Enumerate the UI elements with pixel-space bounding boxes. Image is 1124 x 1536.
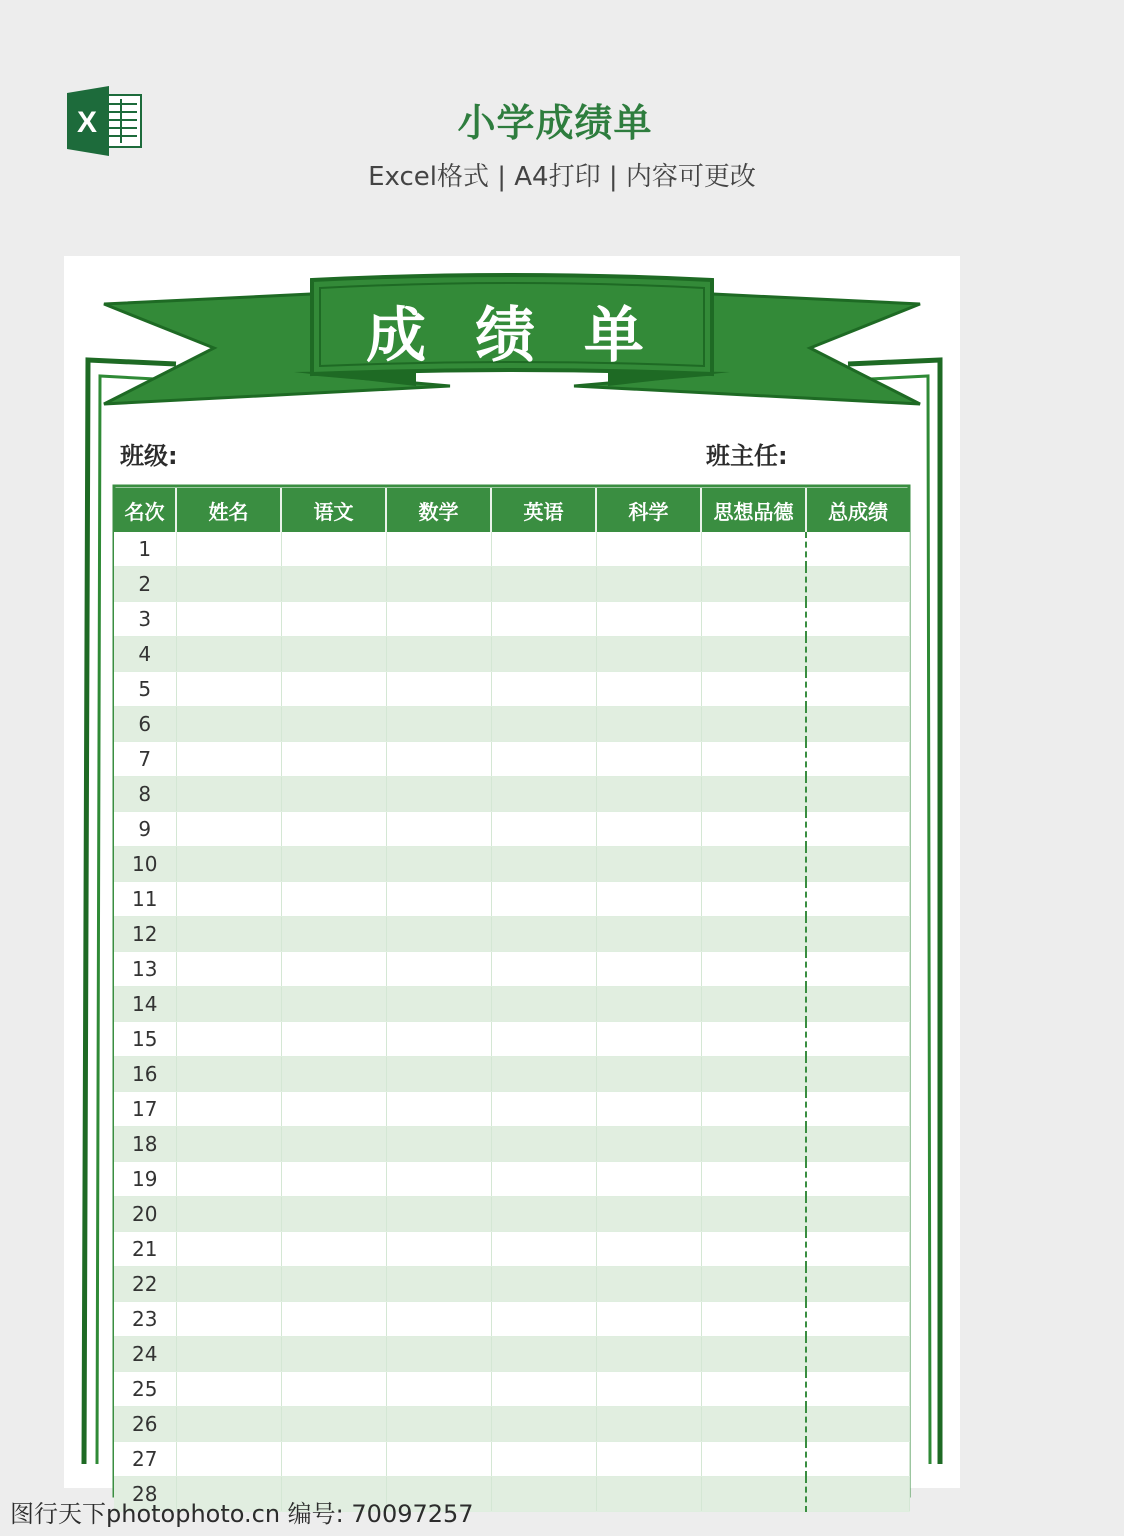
english-cell[interactable] [491, 1127, 596, 1162]
morality-cell[interactable] [701, 637, 806, 672]
science-cell[interactable] [596, 1477, 701, 1512]
name-cell[interactable] [176, 1232, 281, 1267]
total-cell[interactable] [806, 1162, 909, 1197]
math-cell[interactable] [386, 1092, 491, 1127]
english-cell[interactable] [491, 1162, 596, 1197]
english-cell[interactable] [491, 812, 596, 847]
total-cell[interactable] [806, 742, 909, 777]
morality-cell[interactable] [701, 847, 806, 882]
rank-cell: 6 [114, 707, 176, 742]
math-cell[interactable] [386, 1197, 491, 1232]
total-cell[interactable] [806, 602, 909, 637]
total-cell[interactable] [806, 847, 909, 882]
morality-cell[interactable] [701, 987, 806, 1022]
science-cell[interactable] [596, 672, 701, 707]
chinese-cell[interactable] [281, 987, 386, 1022]
name-cell[interactable] [176, 917, 281, 952]
name-cell[interactable] [176, 1372, 281, 1407]
rank-cell: 15 [114, 1022, 176, 1057]
english-cell[interactable] [491, 707, 596, 742]
name-cell[interactable] [176, 1022, 281, 1057]
watermark: 图行天下photophoto.cn 编号: 70097257 [10, 1500, 474, 1528]
col-header-science: 科学 [596, 488, 701, 532]
science-cell[interactable] [596, 1162, 701, 1197]
math-cell[interactable] [386, 1372, 491, 1407]
table-row [114, 1442, 909, 1477]
english-cell[interactable] [491, 567, 596, 602]
chinese-cell[interactable] [281, 707, 386, 742]
english-cell[interactable] [491, 952, 596, 987]
rank-cell: 17 [114, 1092, 176, 1127]
table-header-row [114, 488, 909, 532]
name-cell[interactable] [176, 952, 281, 987]
name-cell[interactable] [176, 847, 281, 882]
rank-cell: 27 [114, 1442, 176, 1477]
name-cell[interactable] [176, 882, 281, 917]
rank-cell: 1 [114, 532, 176, 567]
math-cell[interactable] [386, 882, 491, 917]
name-cell[interactable] [176, 1407, 281, 1442]
math-cell[interactable] [386, 1127, 491, 1162]
math-cell[interactable] [386, 987, 491, 1022]
table-row [114, 1267, 909, 1302]
name-cell[interactable] [176, 777, 281, 812]
english-cell[interactable] [491, 1302, 596, 1337]
total-cell[interactable] [806, 1057, 909, 1092]
rank-cell: 18 [114, 1127, 176, 1162]
math-cell[interactable] [386, 672, 491, 707]
chinese-cell[interactable] [281, 672, 386, 707]
rank-cell: 19 [114, 1162, 176, 1197]
chinese-cell[interactable] [281, 532, 386, 567]
morality-cell[interactable] [701, 1372, 806, 1407]
math-cell[interactable] [386, 1232, 491, 1267]
name-cell[interactable] [176, 1092, 281, 1127]
morality-cell[interactable] [701, 1197, 806, 1232]
name-cell[interactable] [176, 1302, 281, 1337]
english-cell[interactable] [491, 777, 596, 812]
table-row [114, 1092, 909, 1127]
morality-cell[interactable] [701, 1127, 806, 1162]
rank-cell: 14 [114, 987, 176, 1022]
science-cell[interactable] [596, 987, 701, 1022]
morality-cell[interactable] [701, 1337, 806, 1372]
total-cell[interactable] [806, 672, 909, 707]
col-header-chinese: 语文 [281, 488, 386, 532]
english-cell[interactable] [491, 847, 596, 882]
col-header-math: 数学 [386, 488, 491, 532]
total-cell[interactable] [806, 952, 909, 987]
table-row [114, 637, 909, 672]
name-cell[interactable] [176, 1442, 281, 1477]
table-row [114, 1022, 909, 1057]
morality-cell[interactable] [701, 707, 806, 742]
math-cell[interactable] [386, 1337, 491, 1372]
table-row [114, 1197, 909, 1232]
math-cell[interactable] [386, 742, 491, 777]
math-cell[interactable] [386, 1267, 491, 1302]
rank-cell: 11 [114, 882, 176, 917]
science-cell[interactable] [596, 1057, 701, 1092]
chinese-cell[interactable] [281, 637, 386, 672]
science-cell[interactable] [596, 777, 701, 812]
table-row [114, 812, 909, 847]
teacher-label: 班主任: [706, 442, 788, 470]
chinese-cell[interactable] [281, 1267, 386, 1302]
name-cell[interactable] [176, 742, 281, 777]
science-cell[interactable] [596, 1442, 701, 1477]
chinese-cell[interactable] [281, 847, 386, 882]
math-cell[interactable] [386, 1022, 491, 1057]
morality-cell[interactable] [701, 777, 806, 812]
table-row [114, 1162, 909, 1197]
english-cell[interactable] [491, 1477, 596, 1512]
name-cell[interactable] [176, 1337, 281, 1372]
rank-cell: 26 [114, 1407, 176, 1442]
morality-cell[interactable] [701, 1162, 806, 1197]
english-cell[interactable] [491, 1372, 596, 1407]
name-cell[interactable] [176, 1162, 281, 1197]
rank-cell: 21 [114, 1232, 176, 1267]
name-cell[interactable] [176, 532, 281, 567]
name-cell[interactable] [176, 707, 281, 742]
name-cell[interactable] [176, 672, 281, 707]
math-cell[interactable] [386, 812, 491, 847]
rank-cell: 7 [114, 742, 176, 777]
math-cell[interactable] [386, 1057, 491, 1092]
rank-cell: 16 [114, 1057, 176, 1092]
science-cell[interactable] [596, 567, 701, 602]
name-cell[interactable] [176, 987, 281, 1022]
english-cell[interactable] [491, 1267, 596, 1302]
science-cell[interactable] [596, 1337, 701, 1372]
table-row [114, 602, 909, 637]
name-cell[interactable] [176, 1197, 281, 1232]
chinese-cell[interactable] [281, 1372, 386, 1407]
table-row [114, 1337, 909, 1372]
chinese-cell[interactable] [281, 602, 386, 637]
math-cell[interactable] [386, 707, 491, 742]
total-cell[interactable] [806, 1022, 909, 1057]
science-cell[interactable] [596, 952, 701, 987]
morality-cell[interactable] [701, 1232, 806, 1267]
rank-cell: 13 [114, 952, 176, 987]
total-cell[interactable] [806, 1407, 909, 1442]
morality-cell[interactable] [701, 567, 806, 602]
chinese-cell[interactable] [281, 882, 386, 917]
chinese-cell[interactable] [281, 1092, 386, 1127]
col-header-name: 姓名 [176, 488, 281, 532]
english-cell[interactable] [491, 1057, 596, 1092]
total-cell[interactable] [806, 812, 909, 847]
science-cell[interactable] [596, 1267, 701, 1302]
morality-cell[interactable] [701, 882, 806, 917]
table-row [114, 952, 909, 987]
col-header-total: 总成绩 [806, 488, 909, 532]
total-cell[interactable] [806, 532, 909, 567]
science-cell[interactable] [596, 602, 701, 637]
name-cell[interactable] [176, 1267, 281, 1302]
english-cell[interactable] [491, 1407, 596, 1442]
total-cell[interactable] [806, 637, 909, 672]
chinese-cell[interactable] [281, 742, 386, 777]
page-subtitle: Excel格式 | A4打印 | 内容可更改 [368, 162, 756, 192]
total-cell[interactable] [806, 1267, 909, 1302]
morality-cell[interactable] [701, 1092, 806, 1127]
science-cell[interactable] [596, 1302, 701, 1337]
table-row [114, 567, 909, 602]
english-cell[interactable] [491, 672, 596, 707]
table-row [114, 742, 909, 777]
math-cell[interactable] [386, 777, 491, 812]
science-cell[interactable] [596, 1092, 701, 1127]
grades-table [114, 488, 910, 1512]
english-cell[interactable] [491, 917, 596, 952]
table-row [114, 1127, 909, 1162]
chinese-cell[interactable] [281, 1197, 386, 1232]
total-cell[interactable] [806, 1127, 909, 1162]
col-header-morality: 思想品德 [701, 488, 806, 532]
math-cell[interactable] [386, 532, 491, 567]
science-cell[interactable] [596, 917, 701, 952]
english-cell[interactable] [491, 882, 596, 917]
science-cell[interactable] [596, 707, 701, 742]
class-label: 班级: [120, 442, 178, 470]
table-row [114, 987, 909, 1022]
morality-cell[interactable] [701, 742, 806, 777]
math-cell[interactable] [386, 847, 491, 882]
total-cell[interactable] [806, 1232, 909, 1267]
math-cell[interactable] [386, 567, 491, 602]
rank-cell: 10 [114, 847, 176, 882]
rank-cell: 8 [114, 777, 176, 812]
science-cell[interactable] [596, 812, 701, 847]
chinese-cell[interactable] [281, 917, 386, 952]
chinese-cell[interactable] [281, 1302, 386, 1337]
math-cell[interactable] [386, 1302, 491, 1337]
english-cell[interactable] [491, 1092, 596, 1127]
table-row [114, 1057, 909, 1092]
morality-cell[interactable] [701, 1407, 806, 1442]
rank-cell: 5 [114, 672, 176, 707]
science-cell[interactable] [596, 882, 701, 917]
name-cell[interactable] [176, 1127, 281, 1162]
morality-cell[interactable] [701, 1302, 806, 1337]
morality-cell[interactable] [701, 1267, 806, 1302]
morality-cell[interactable] [701, 1442, 806, 1477]
math-cell[interactable] [386, 602, 491, 637]
science-cell[interactable] [596, 1407, 701, 1442]
chinese-cell[interactable] [281, 1407, 386, 1442]
table-row [114, 1372, 909, 1407]
excel-icon-letter: X [76, 106, 98, 139]
table-row [114, 882, 909, 917]
name-cell[interactable] [176, 812, 281, 847]
morality-cell[interactable] [701, 672, 806, 707]
english-cell[interactable] [491, 987, 596, 1022]
science-cell[interactable] [596, 1232, 701, 1267]
total-cell[interactable] [806, 1197, 909, 1232]
chinese-cell[interactable] [281, 777, 386, 812]
col-header-rank: 名次 [114, 488, 176, 532]
morality-cell[interactable] [701, 602, 806, 637]
math-cell[interactable] [386, 952, 491, 987]
table-row [114, 777, 909, 812]
math-cell[interactable] [386, 1442, 491, 1477]
total-cell[interactable] [806, 1337, 909, 1372]
science-cell[interactable] [596, 742, 701, 777]
score-sheet [64, 256, 960, 1506]
total-cell[interactable] [806, 707, 909, 742]
total-cell[interactable] [806, 1302, 909, 1337]
english-cell[interactable] [491, 602, 596, 637]
science-cell[interactable] [596, 637, 701, 672]
rank-cell: 28 [114, 1477, 176, 1512]
rank-cell: 22 [114, 1267, 176, 1302]
english-cell[interactable] [491, 532, 596, 567]
name-cell[interactable] [176, 602, 281, 637]
morality-cell[interactable] [701, 1022, 806, 1057]
chinese-cell[interactable] [281, 1057, 386, 1092]
total-cell[interactable] [806, 567, 909, 602]
table-row [114, 1232, 909, 1267]
morality-cell[interactable] [701, 1057, 806, 1092]
rank-cell: 12 [114, 917, 176, 952]
rank-cell: 9 [114, 812, 176, 847]
morality-cell[interactable] [701, 1477, 806, 1512]
math-cell[interactable] [386, 917, 491, 952]
rank-cell: 25 [114, 1372, 176, 1407]
table-row [114, 532, 909, 567]
chinese-cell[interactable] [281, 1442, 386, 1477]
morality-cell[interactable] [701, 917, 806, 952]
table-row [114, 847, 909, 882]
morality-cell[interactable] [701, 952, 806, 987]
english-cell[interactable] [491, 1337, 596, 1372]
table-row [114, 672, 909, 707]
table-row [114, 917, 909, 952]
english-cell[interactable] [491, 742, 596, 777]
chinese-cell[interactable] [281, 1022, 386, 1057]
math-cell[interactable] [386, 637, 491, 672]
page-title: 小学成绩单 [457, 101, 653, 145]
rank-cell: 23 [114, 1302, 176, 1337]
science-cell[interactable] [596, 1022, 701, 1057]
english-cell[interactable] [491, 1442, 596, 1477]
rank-cell: 4 [114, 637, 176, 672]
total-cell[interactable] [806, 1477, 909, 1512]
table-row [114, 707, 909, 742]
rank-cell: 20 [114, 1197, 176, 1232]
science-cell[interactable] [596, 1127, 701, 1162]
name-cell[interactable] [176, 637, 281, 672]
name-cell[interactable] [176, 567, 281, 602]
science-cell[interactable] [596, 1372, 701, 1407]
math-cell[interactable] [386, 1407, 491, 1442]
math-cell[interactable] [386, 1162, 491, 1197]
chinese-cell[interactable] [281, 812, 386, 847]
english-cell[interactable] [491, 1022, 596, 1057]
science-cell[interactable] [596, 1197, 701, 1232]
total-cell[interactable] [806, 882, 909, 917]
rank-cell: 2 [114, 567, 176, 602]
english-cell[interactable] [491, 637, 596, 672]
col-header-english: 英语 [491, 488, 596, 532]
chinese-cell[interactable] [281, 952, 386, 987]
total-cell[interactable] [806, 987, 909, 1022]
total-cell[interactable] [806, 917, 909, 952]
chinese-cell[interactable] [281, 1337, 386, 1372]
english-cell[interactable] [491, 1197, 596, 1232]
table-row [114, 1302, 909, 1337]
total-cell[interactable] [806, 1092, 909, 1127]
chinese-cell[interactable] [281, 567, 386, 602]
rank-cell: 24 [114, 1337, 176, 1372]
name-cell[interactable] [176, 1057, 281, 1092]
chinese-cell[interactable] [281, 1232, 386, 1267]
morality-cell[interactable] [701, 812, 806, 847]
english-cell[interactable] [491, 1232, 596, 1267]
rank-cell: 3 [114, 602, 176, 637]
total-cell[interactable] [806, 1442, 909, 1477]
chinese-cell[interactable] [281, 1162, 386, 1197]
total-cell[interactable] [806, 777, 909, 812]
banner-title: 成 绩 单 [366, 301, 658, 371]
morality-cell[interactable] [701, 532, 806, 567]
total-cell[interactable] [806, 1372, 909, 1407]
science-cell[interactable] [596, 532, 701, 567]
table-row [114, 1407, 909, 1442]
science-cell[interactable] [596, 847, 701, 882]
chinese-cell[interactable] [281, 1127, 386, 1162]
